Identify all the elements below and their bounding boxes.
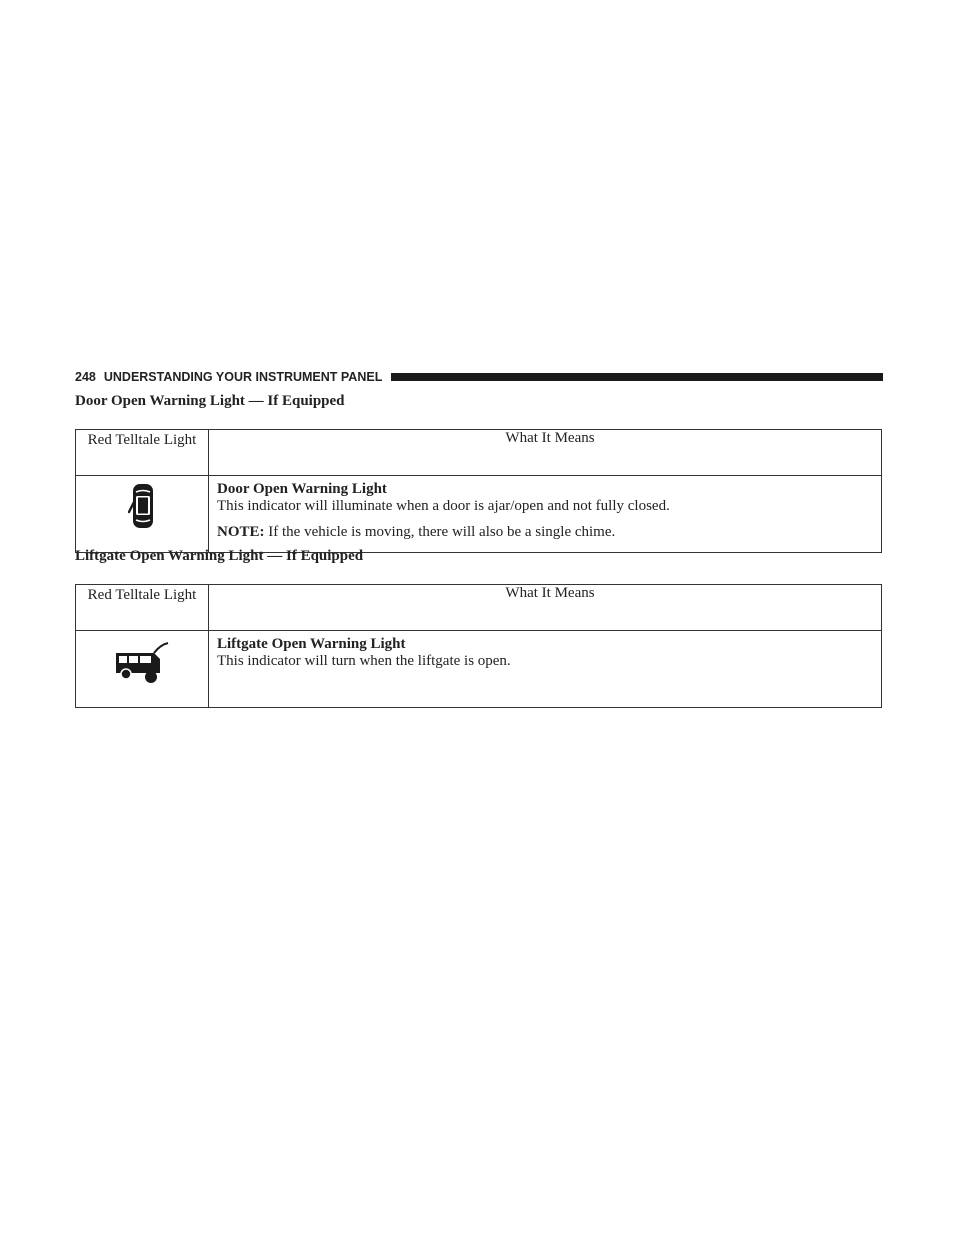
- section-title: UNDERSTANDING YOUR INSTRUMENT PANEL: [103, 370, 383, 384]
- liftgate-open-icon: [114, 639, 170, 688]
- telltale-title: Liftgate Open Warning Light: [217, 636, 406, 652]
- door-open-icon: [128, 482, 156, 535]
- telltale-note: [217, 524, 873, 541]
- page-number: 248: [75, 370, 96, 384]
- header-rule: [391, 373, 883, 381]
- description-cell: [209, 476, 882, 553]
- page-header: [75, 369, 883, 385]
- door-open-heading: Door Open Warning Light — If Equipped: [75, 393, 345, 409]
- note-text: If the vehicle is moving, there will also be a single chime.: [268, 524, 616, 540]
- liftgate-open-heading: Liftgate Open Warning Light — If Equipped: [75, 548, 364, 564]
- icon-cell: [76, 476, 209, 553]
- telltale-text: This indicator will illuminate when a door is ajar/open and not fully closed.: [217, 498, 670, 514]
- telltale-title: Door Open Warning Light: [217, 481, 387, 497]
- door-open-table: [75, 429, 882, 553]
- col-header-meaning: What It Means: [209, 430, 882, 476]
- table-row: [76, 476, 882, 553]
- description-cell: [209, 631, 882, 708]
- liftgate-open-table: [75, 584, 882, 708]
- note-label: NOTE:: [217, 524, 265, 540]
- col-header-meaning: What It Means: [209, 585, 882, 631]
- col-header-telltale: Red Telltale Light: [76, 430, 209, 476]
- table-header-row: [76, 430, 882, 476]
- table-row: [76, 631, 882, 708]
- telltale-text: This indicator will turn when the liftgate is open.: [217, 653, 511, 669]
- table-header-row: [76, 585, 882, 631]
- col-header-telltale: Red Telltale Light: [76, 585, 209, 631]
- icon-cell: [76, 631, 209, 708]
